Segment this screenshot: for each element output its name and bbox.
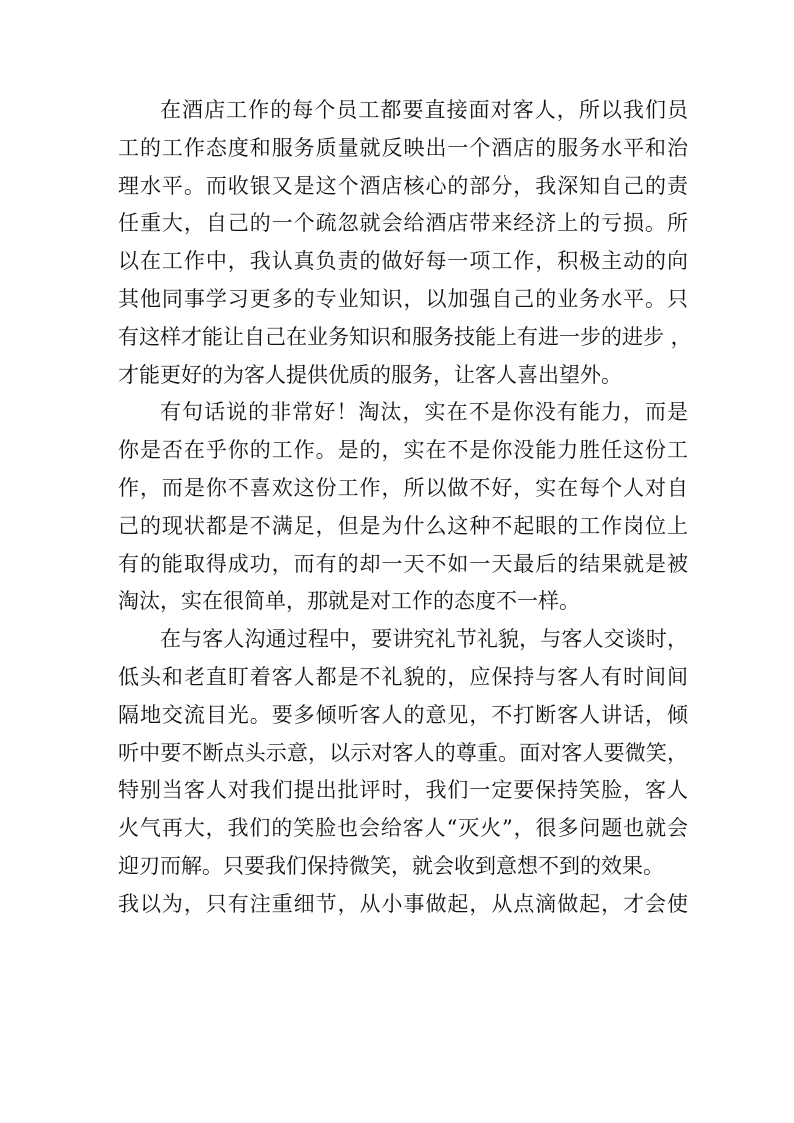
paragraph-1-line-5: 以在工作中，我认真负责的做好每一项工作，积极主动的向	[118, 249, 688, 274]
paragraph-2-line-6: 淘汰，实在很简单，那就是对工作的态度不一样。	[118, 589, 580, 614]
paragraph-2-line-3: 作，而是你不喜欢这份工作，所以做不好，实在每个人对自	[118, 475, 688, 500]
paragraph-3-line-5: 特别当客人对我们提出批评时，我们一定要保持笑脸，客人	[118, 778, 688, 803]
paragraph-1-line-8: 才能更好的为客人提供优质的服务，让客人喜出望外。	[118, 362, 622, 387]
paragraph-2-line-5: 有的能取得成功，而有的却一天不如一天最后的结果就是被	[118, 551, 688, 576]
paragraph-1-line-7: 有这样才能让自己在业务知识和服务技能上有进一步的进步 ，	[118, 324, 692, 349]
paragraph-3-line-6: 火气再大，我们的笑脸也会给客人“灭火”，很多问题也就会	[118, 816, 688, 841]
paragraph-2-line-4: 己的现状都是不满足，但是为什么这种不起眼的工作岗位上	[118, 513, 688, 538]
paragraph-3-line-8: 我以为，只有注重细节，从小事做起，从点滴做起，才会使	[118, 891, 688, 916]
document-body	[118, 92, 692, 924]
paragraph-1-line-1: 在酒店工作的每个员工都要直接面对客人，所以我们员	[160, 98, 688, 122]
paragraph-2-line-1: 有句话说的非常好！淘汰，实在不是你没有能力，而是	[160, 400, 688, 425]
paragraph-3-line-1: 在与客人沟通过程中，要讲究礼节礼貌，与客人交谈时，	[160, 627, 688, 652]
paragraph-2-line-2: 你是否在乎你的工作。是的，实在不是你没能力胜任这份工	[118, 438, 688, 463]
paragraph-1-line-4: 任重大，自己的一个疏忽就会给酒店带来经济上的亏损。所	[118, 211, 688, 236]
paragraph-3-line-2: 低头和老直盯着客人都是不礼貌的，应保持与客人有时间间	[118, 664, 688, 689]
paragraph-1-line-6: 其他同事学习更多的专业知识，以加强自己的业务水平。只	[118, 286, 688, 311]
paragraph-3-line-4: 听中要不断点头示意，以示对客人的尊重。面对客人要微笑，	[118, 740, 688, 765]
paragraph-3-line-3: 隔地交流目光。要多倾听客人的意见，不打断客人讲话，倾	[118, 702, 688, 727]
paragraph-1-line-3: 理水平。而收银又是这个酒店核心的部分，我深知自己的责	[118, 173, 688, 198]
paragraph-1-line-2: 工的工作态度和服务质量就反映出一个酒店的服务水平和治	[118, 135, 688, 160]
paragraph-3-line-7: 迎刃而解。只要我们保持微笑，就会收到意想不到的效果。	[118, 853, 664, 878]
